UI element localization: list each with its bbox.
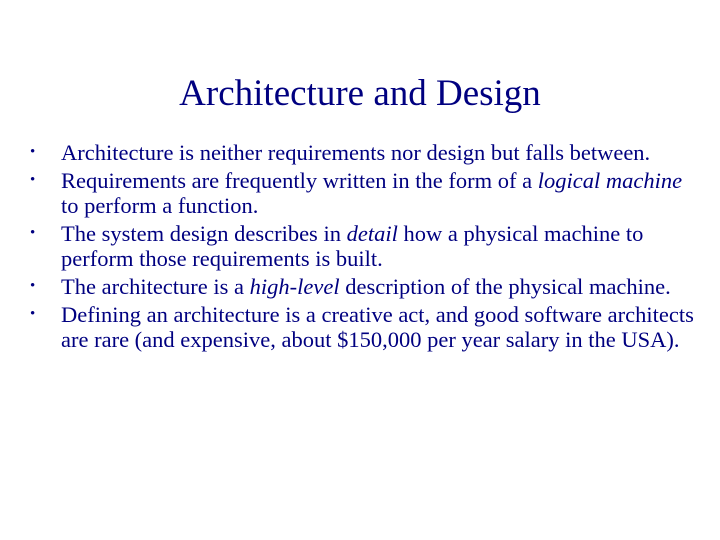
bullet-icon: • [30, 306, 36, 322]
bullet-icon: • [30, 225, 36, 241]
bullet-item [30, 274, 698, 299]
bullet-item [30, 302, 698, 352]
bullet-icon: • [30, 278, 36, 294]
bullet-list [30, 140, 698, 355]
bullet-text: description of the physical machine. [339, 274, 671, 299]
bullet-text: to perform a function. [61, 193, 259, 218]
emphasis-text: logical machine [537, 168, 683, 193]
bullet-item [30, 221, 698, 271]
emphasis-text: high-level [249, 274, 340, 299]
emphasis-text: detail [346, 221, 398, 246]
bullet-item [30, 168, 698, 218]
bullet-text: how a physical machine to perform those requirements is built. [61, 221, 644, 271]
bullet-text: Requirements are frequently written in the form of a [61, 168, 538, 193]
bullet-item [30, 140, 698, 165]
bullet-text: Architecture is neither requirements nor design but falls between. [61, 140, 651, 165]
slide-title: Architecture and Design [179, 73, 541, 114]
bullet-text: The architecture is a [61, 274, 250, 299]
bullet-icon: • [30, 144, 36, 160]
bullet-icon: • [30, 172, 36, 188]
bullet-text: The system design describes in [61, 221, 347, 246]
bullet-text: Defining an architecture is a creative act, and good software architects are rare (and expensive, about $150,000 per year salary in the USA). [61, 302, 694, 352]
